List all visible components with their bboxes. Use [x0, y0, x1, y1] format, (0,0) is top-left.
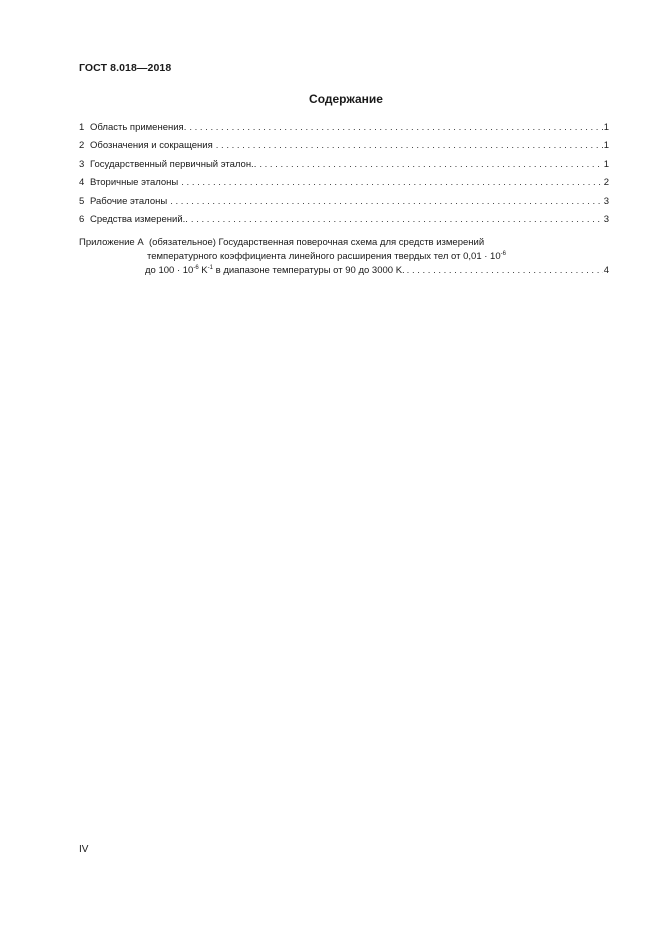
- appendix-line-3: [79, 264, 609, 278]
- toc-entry-3[interactable]: [79, 159, 609, 177]
- toc-entry-title: Средства измерений..: [90, 213, 188, 225]
- toc-entry-number: 1: [79, 122, 85, 133]
- appendix-label: Приложение А: [79, 237, 144, 248]
- appendix-unit: K: [198, 265, 208, 276]
- toc-entry-page: 3: [603, 195, 609, 207]
- toc-entry-number: 4: [79, 177, 85, 189]
- toc-entry-page: 1: [603, 158, 609, 170]
- toc-entry-appendix-a[interactable]: [79, 236, 609, 278]
- appendix-unit-exponent: -1: [207, 265, 213, 271]
- toc-entry-page: 3: [603, 213, 609, 225]
- toc-entry-title: Рабочие эталоны: [90, 195, 168, 207]
- toc-dot-leader: [407, 264, 603, 278]
- toc-dot-leader: [259, 159, 602, 170]
- toc-entry-page: 1: [603, 122, 609, 133]
- toc-entry-title: Обозначения и сокращения: [90, 140, 213, 152]
- toc-entry-title: Область применения.: [90, 122, 187, 133]
- toc-entry-5[interactable]: [79, 196, 609, 214]
- appendix-exponent: -6: [193, 265, 199, 271]
- appendix-line-2: [79, 250, 609, 264]
- appendix-title-part-1: (обязательное) Государственная поверочная схема для средств измерений: [148, 237, 485, 248]
- toc-dot-leader: [216, 140, 603, 151]
- toc-entry-number: 3: [79, 158, 85, 170]
- appendix-range-end: в диапазоне температуры от 90 до 3000 K.: [213, 265, 405, 276]
- toc-entry-number: 5: [79, 195, 85, 207]
- toc-entry-page: 1: [603, 140, 609, 152]
- toc-entry-number: 6: [79, 213, 85, 225]
- page-number: IV: [79, 844, 89, 855]
- toc-entry-6[interactable]: [79, 214, 609, 232]
- toc-entry-title: Вторичные эталоны: [90, 177, 179, 189]
- toc-dot-leader: [191, 214, 603, 225]
- appendix-range-start: до 100 · 10: [145, 265, 194, 276]
- toc-dot-leader: [189, 122, 602, 133]
- page-header: ГОСТ 8.018—2018: [79, 62, 172, 74]
- appendix-title-part-2: температурного коэффициента линейного расширения твердых тел от 0,01 · 10: [147, 251, 501, 262]
- toc-entry-number: 2: [79, 140, 85, 152]
- toc-entry-1[interactable]: [79, 122, 609, 140]
- toc-title: Содержание: [309, 92, 383, 106]
- toc-entry-4[interactable]: [79, 177, 609, 195]
- appendix-line-1: [79, 236, 609, 250]
- toc-list: [79, 122, 609, 232]
- toc-dot-leader: [170, 196, 603, 207]
- toc-entry-page: 4: [603, 265, 609, 276]
- toc-entry-page: 2: [603, 177, 609, 189]
- appendix-title-part-3: [145, 264, 405, 278]
- toc-dot-leader: [181, 177, 602, 188]
- appendix-exponent: -6: [500, 251, 506, 257]
- toc-entry-2[interactable]: [79, 140, 609, 158]
- toc-entry-title: Государственный первичный эталон..: [90, 158, 257, 170]
